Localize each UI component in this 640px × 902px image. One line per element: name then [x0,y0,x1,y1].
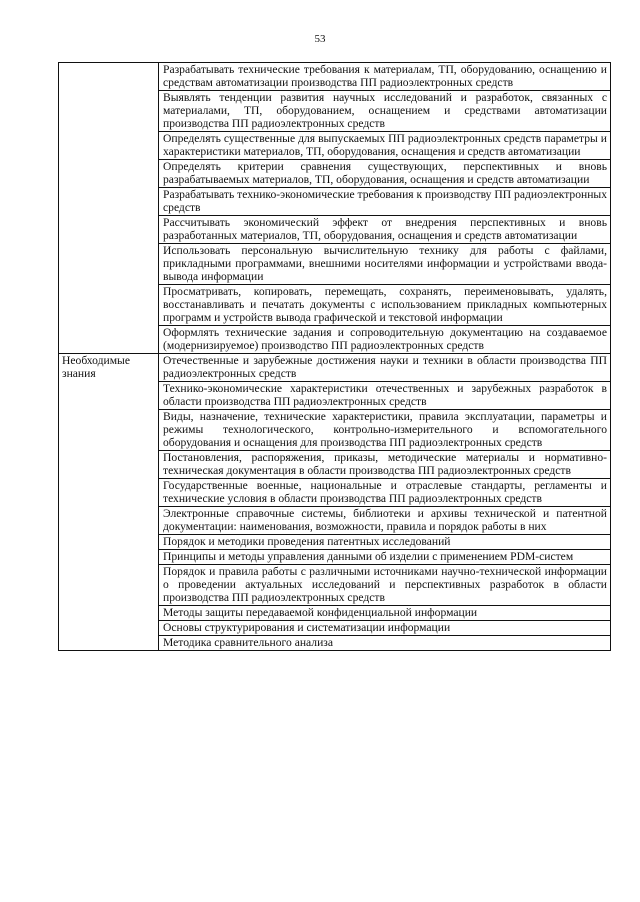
requirement-cell: Принципы и методы управления данными об изделии с применением PDM-систем [159,550,611,565]
requirement-cell: Порядок и правила работы с различными источниками научно-технической информации о проведении актуальных исследований и перспективных разработок в области производства ПП радиоэлектронных средств [159,565,611,606]
requirement-cell: Технико-экономические характеристики отечественных и зарубежных разработок в области производства ПП радиоэлектронных средств [159,382,611,410]
page-number: 53 [314,33,326,45]
requirement-cell: Методика сравнительного анализа [159,636,611,651]
table-body [59,63,611,651]
table-row [59,63,611,91]
requirement-cell: Выявлять тенденции развития научных исследований и разработок, связанных с материалами, ТП, оборудованием, оснащением и средствами автоматизации производства ПП радиоэлектронных средств [159,91,611,132]
requirement-cell: Разрабатывать технические требования к материалам, ТП, оборудованию, оснащению и средствам автоматизации производства ПП радиоэлектронных средств [159,63,611,91]
section-label-empty [59,63,159,354]
requirement-cell: Определять критерии сравнения существующих, перспективных и вновь разрабатываемых материалов, ТП, оборудования, оснащения и средств автоматизации [159,160,611,188]
requirement-cell: Постановления, распоряжения, приказы, методические материалы и нормативно-техническая документация в области производства ПП радиоэлектронных средств [159,451,611,479]
qualification-table [58,62,611,651]
requirement-cell: Электронные справочные системы, библиотеки и архивы технической и патентной документации: наименования, возможности, правила и порядок работы в них [159,507,611,535]
requirement-cell: Оформлять технические задания и сопроводительную документацию на создаваемое (модернизируемое) производство ПП радиоэлектронных средств [159,326,611,354]
requirement-cell: Порядок и методики проведения патентных исследований [159,535,611,550]
requirement-cell: Методы защиты передаваемой конфиденциальной информации [159,606,611,621]
requirement-cell: Основы структурирования и систематизации информации [159,621,611,636]
section-label: Необходимые знания [59,354,159,651]
requirement-cell: Виды, назначение, технические характеристики, правила эксплуатации, параметры и режимы технологического, контрольно-измерительного и вспомогательного оборудования и оснащения для производства ПП радиоэлектронных средств [159,410,611,451]
requirement-cell: Отечественные и зарубежные достижения науки и техники в области производства ПП радиоэлектронных средств [159,354,611,382]
requirement-cell: Рассчитывать экономический эффект от внедрения перспективных и вновь разработанных материалов, ТП, оборудования, оснащения и средств автоматизации [159,216,611,244]
requirement-cell: Использовать персональную вычислительную технику для работы с файлами, прикладными программами, внешними носителями информации и устройствами ввода-вывода информации [159,244,611,285]
requirement-cell: Определять существенные для выпускаемых ПП радиоэлектронных средств параметры и характеристики материалов, ТП, оборудования, оснащения и средств автоматизации [159,132,611,160]
requirement-cell: Просматривать, копировать, перемещать, сохранять, переименовывать, удалять, восстанавливать и печатать документы с использованием прикладных компьютерных программ и устройств вывода графической и текстовой информации [159,285,611,326]
requirement-cell: Разрабатывать технико-экономические требования к производству ПП радиоэлектронных средств [159,188,611,216]
table-row [59,354,611,382]
requirement-cell: Государственные военные, национальные и отраслевые стандарты, регламенты и технические условия в области производства ПП радиоэлектронных средств [159,479,611,507]
